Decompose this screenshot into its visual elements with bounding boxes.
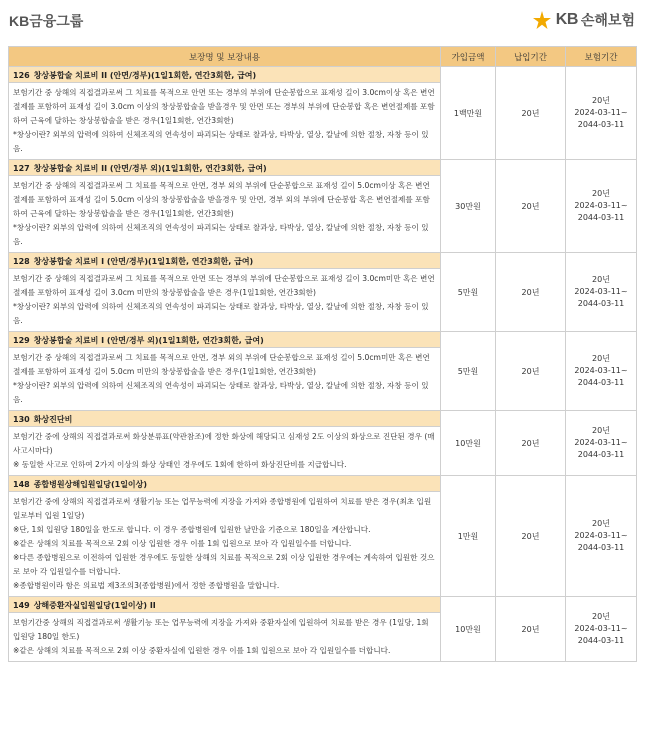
coverage-title (9, 411, 441, 427)
coverage-insurance-period (566, 160, 637, 253)
coverage-title-row (9, 332, 637, 348)
period-years: 20년 (592, 519, 610, 528)
period-start: 2024-03-11~ (574, 531, 628, 540)
coverage-name: 창상봉합술 치료비 I (안면/경부 외)(1일1회한, 연간3회한, 급여) (33, 335, 264, 345)
period-end: 2044-03-11 (577, 543, 625, 552)
coverage-title (9, 332, 441, 348)
coverage-description-line: 보험기간 중 상해의 직접결과로써 그 치료를 목적으로 안면 또는 경부의 부위에 단순봉합으로 표재성 길이 3.0cm미만 혹은 변연절제를 포함하여 표재성 길이 3.0cm 미만의 창상봉합술을 받은 경우(1일1회한, 연간3회한) (13, 274, 435, 297)
coverage-amount: 30만원 (441, 160, 496, 253)
coverage-number: 126 (13, 70, 30, 80)
column-header-payment-period: 납입기간 (496, 47, 566, 67)
coverage-title-row (9, 67, 637, 83)
column-header-coverage: 보장명 및 보장내용 (9, 47, 441, 67)
coverage-amount: 5만원 (441, 253, 496, 332)
coverage-number: 148 (13, 479, 30, 489)
coverage-payment-period: 20년 (496, 597, 566, 662)
coverage-amount: 1백만원 (441, 67, 496, 160)
coverage-insurance-period (566, 253, 637, 332)
coverage-insurance-period (566, 332, 637, 411)
coverage-title (9, 160, 441, 176)
period-start: 2024-03-11~ (574, 108, 628, 117)
coverage-description (9, 269, 441, 332)
period-years: 20년 (592, 354, 610, 363)
coverage-title-row (9, 253, 637, 269)
period-years: 20년 (592, 96, 610, 105)
coverage-number: 128 (13, 256, 30, 266)
kb-insurance-logo (532, 10, 635, 30)
coverage-insurance-period (566, 597, 637, 662)
coverage-payment-period: 20년 (496, 160, 566, 253)
coverage-number: 129 (13, 335, 30, 345)
period-start: 2024-03-11~ (574, 438, 628, 447)
coverage-payment-period: 20년 (496, 253, 566, 332)
coverage-payment-period: 20년 (496, 411, 566, 476)
coverage-description-line: ※ 동일한 사고로 인하여 2가지 이상의 화상 상태인 경우에도 1회에 한하여 화상진단비를 지급합니다. (13, 460, 347, 469)
coverage-amount: 5만원 (441, 332, 496, 411)
period-end: 2044-03-11 (577, 120, 625, 129)
coverage-description (9, 83, 441, 160)
period-end: 2044-03-11 (577, 378, 625, 387)
coverage-payment-period: 20년 (496, 67, 566, 160)
coverage-title (9, 253, 441, 269)
insurer-kb-mark: KB (555, 11, 578, 28)
table-header-row (9, 47, 637, 67)
page-header (0, 0, 645, 44)
coverage-name: 화상진단비 (33, 414, 73, 424)
coverage-name: 창상봉합술 치료비 II (안면/경부)(1일1회한, 연간3회한, 급여) (33, 70, 257, 80)
coverage-title-row (9, 476, 637, 492)
period-start: 2024-03-11~ (574, 366, 628, 375)
coverage-insurance-period (566, 411, 637, 476)
insurer-name: 손해보험 (580, 13, 635, 29)
coverage-title-row (9, 411, 637, 427)
coverage-description-line: ※다른 종합병원으로 이전하여 입원한 경우에도 동일한 상해의 치료를 목적으로 2회 이상 입원한 경우에는 계속하여 입원한 것으로 보아 각 입원일수를 더합니다. (13, 553, 435, 576)
kb-financial-group-logo: KB금융그룹 (9, 13, 84, 29)
coverage-payment-period: 20년 (496, 332, 566, 411)
coverage-amount: 10만원 (441, 597, 496, 662)
coverage-title (9, 597, 441, 613)
coverage-description (9, 176, 441, 253)
coverage-number: 149 (13, 600, 30, 610)
coverage-description (9, 348, 441, 411)
coverage-description-line: 보험기간 중에 상해의 직접결과로써 화상분류표(약관참조)에 정한 화상에 해당되고 심재성 2도 이상의 화상으로 진단된 경우 (매 사고시마다) (13, 432, 435, 455)
coverage-description (9, 427, 441, 476)
coverage-description-line: *창상이란? 외부의 압력에 의하여 신체조직의 연속성이 파괴되는 상태로 찰과상, 타박상, 열상, 칼날에 의한 절창, 자창 등이 있음. (13, 130, 429, 153)
period-years: 20년 (592, 189, 610, 198)
period-start: 2024-03-11~ (574, 624, 628, 633)
coverage-name: 종합병원상해입원일당(1일이상) (33, 479, 148, 489)
coverage-number: 127 (13, 163, 30, 173)
coverage-amount: 1만원 (441, 476, 496, 597)
coverage-insurance-period (566, 476, 637, 597)
coverage-payment-period: 20년 (496, 476, 566, 597)
coverage-name: 상해중환자실입원일당(1일이상) II (33, 600, 156, 610)
coverage-description-line: 보험기간 중 상해의 직접결과로써 그 치료를 목적으로 안면, 경부 외의 부위에 단순봉합으로 표재성 길이 5.0cm미만 혹은 변연절제를 포함하여 표재성 길이 5.0cm 미만의 창상봉합술을 받은 경우(1일1회한, 연간3회한) (13, 353, 430, 376)
period-end: 2044-03-11 (577, 636, 625, 645)
period-years: 20년 (592, 612, 610, 621)
coverage-title (9, 67, 441, 83)
period-end: 2044-03-11 (577, 299, 625, 308)
coverage-table (8, 46, 637, 662)
coverage-description-line: *창상이란? 외부의 압력에 의하여 신체조직의 연속성이 파괴되는 상태로 찰과상, 타박상, 열상, 칼날에 의한 절창, 자창 등이 있음. (13, 223, 429, 246)
coverage-title-row (9, 597, 637, 613)
coverage-description-line: *창상이란? 외부의 압력에 의하여 신체조직의 연속성이 파괴되는 상태로 찰과상, 타박상, 열상, 칼날에 의한 절창, 자창 등이 있음. (13, 302, 429, 325)
coverage-description-line: ※종합병원이라 함은 의료법 제3조의3(종합병원)에서 정한 종합병원을 말합니다. (13, 581, 280, 590)
coverage-description-line: ※같은 상해의 치료를 목적으로 2회 이상 중환자실에 입원한 경우 이를 1회 입원으로 보아 각 입원일수를 더합니다. (13, 646, 391, 655)
column-header-amount: 가입금액 (441, 47, 496, 67)
coverage-description-line: 보험기간 중 상해의 직접결과로써 그 치료를 목적으로 안면 또는 경부의 부위에 단순봉합으로 표재성 길이 3.0cm이상 혹은 변연절제를 포함하여 표재성 길이 3.0cm 이상의 창상봉합술을 받을경우 및 안면 또는 경부의 부위에 단순봉합 혹은 변연절제를 포함하여 근육에 달하는 창상봉합술을 받은 경우(1일1회한, 연간3회한) (13, 88, 435, 125)
coverage-name: 창상봉합술 치료비 I (안면/경부)(1일1회한, 연간3회한, 급여) (33, 256, 254, 266)
coverage-description-line: 보험기간중 상해의 직접결과로써 생활기능 또는 업무능력에 지장을 가져와 중환자실에 입원하여 치료를 받은 경우 (1일당, 1회 입원당 180일 한도) (13, 618, 429, 641)
period-start: 2024-03-11~ (574, 287, 628, 296)
coverage-description-line: ※같은 상해의 치료를 목적으로 2회 이상 입원한 경우 이를 1회 입원으로 보아 각 입원일수를 더합니다. (13, 539, 352, 548)
coverage-name: 창상봉합술 치료비 II (안면/경부 외)(1일1회한, 연간3회한, 급여) (33, 163, 267, 173)
period-end: 2044-03-11 (577, 213, 625, 222)
coverage-amount: 10만원 (441, 411, 496, 476)
coverage-description-line: 보험기간 중 상해의 직접결과로써 그 치료를 목적으로 안면, 경부 외의 부위에 단순봉합으로 표재성 길이 5.0cm이상 혹은 변연절제를 포함하여 표재성 길이 5.0cm 이상의 창상봉합술을 받을경우 및 안면, 경부 외의 부위에 단순봉합 혹은 변연절제를 포함하여 근육에 달하는 창상봉합술을 받은 경우(1일1회한, 연간3회한) (13, 181, 430, 218)
coverage-title-row (9, 160, 637, 176)
coverage-description (9, 613, 441, 662)
period-years: 20년 (592, 275, 610, 284)
coverage-description-line: 보험기간 중에 상해의 직접결과로써 생활기능 또는 업무능력에 지장을 가져와 종합병원에 입원하여 치료를 받은 경우(최초 입원일로부터 입원 1일당) (13, 497, 432, 520)
coverage-insurance-period (566, 67, 637, 160)
period-years: 20년 (592, 426, 610, 435)
period-end: 2044-03-11 (577, 450, 625, 459)
coverage-title (9, 476, 441, 492)
coverage-description (9, 492, 441, 597)
column-header-insurance-period: 보험기간 (566, 47, 637, 67)
kb-star-icon (532, 10, 552, 30)
coverage-description-line: ※단, 1회 입원당 180일을 한도로 합니다. 이 경우 종합병원에 입원한 날만을 기준으로 180일을 계산합니다. (13, 525, 371, 534)
period-start: 2024-03-11~ (574, 201, 628, 210)
coverage-description-line: *창상이란? 외부의 압력에 의하여 신체조직의 연속성이 파괴되는 상태로 찰과상, 타박상, 열상, 칼날에 의한 절창, 자창 등이 있음. (13, 381, 429, 404)
coverage-number: 130 (13, 414, 30, 424)
